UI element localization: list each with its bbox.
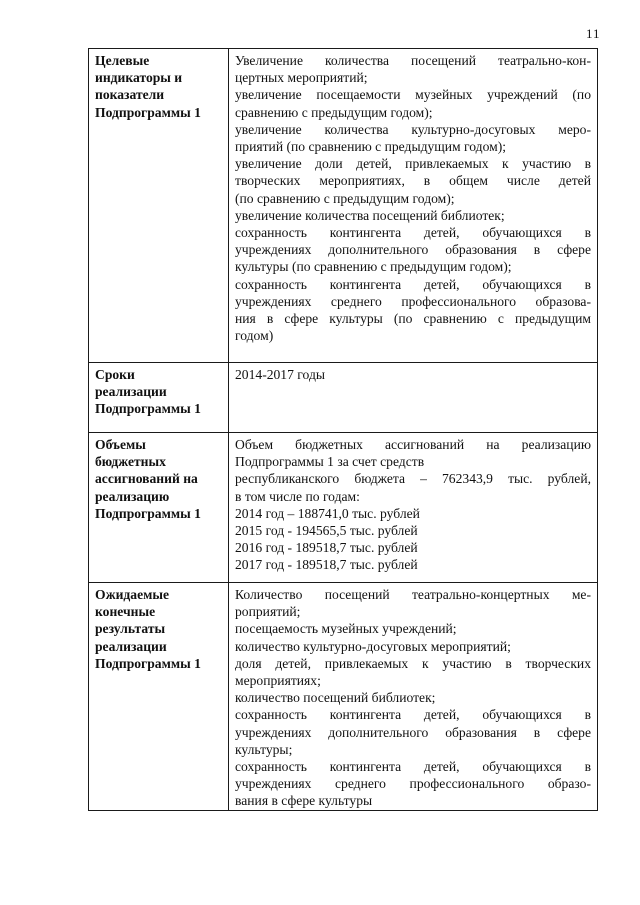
content-cell-results bbox=[229, 583, 598, 811]
content-text-line: творческих мероприятиях, в общем числе детей bbox=[235, 173, 591, 189]
content-text-line: культуры (по сравнению с предыдущим годом); bbox=[235, 259, 512, 275]
label-cell-results bbox=[89, 583, 229, 811]
row-label-line: Сроки bbox=[95, 367, 135, 382]
row-label-line: реализации bbox=[95, 384, 167, 400]
content-text-line: доля детей, привлекаемых к участию в творческих bbox=[235, 655, 591, 671]
content-cell-terms bbox=[229, 363, 598, 433]
content-text-line: 2016 год - 189518,7 тыс. рублей bbox=[235, 540, 418, 556]
content-text-line: увеличение доли детей, привлекаемых к участию в bbox=[235, 156, 591, 172]
row-label-line: ассигнований на bbox=[95, 471, 198, 487]
content-text-line: количество посещений библиотек; bbox=[235, 690, 436, 706]
content-text-line: (по сравнению с предыдущим годом); bbox=[235, 190, 455, 206]
content-text-line: учреждениях дополнительного образования в сфере bbox=[235, 724, 591, 740]
label-cell-indicators bbox=[89, 49, 229, 363]
content-text-line: цертных мероприятий; bbox=[235, 70, 368, 86]
content-text-line: Подпрограммы 1 за счет средств bbox=[235, 454, 425, 470]
table-row-results bbox=[89, 583, 598, 811]
content-text-line: сохранность контингента детей, обучающихся в bbox=[235, 276, 591, 292]
content-text-line: учреждениях среднего профессионального образова- bbox=[235, 293, 591, 309]
content-text-line: в том числе по годам: bbox=[235, 488, 360, 504]
table-row-terms bbox=[89, 363, 598, 433]
row-label-line: Подпрограммы 1 bbox=[95, 104, 201, 120]
content-text-line: Количество посещений театрально-концертных ме- bbox=[235, 587, 591, 602]
subprogram-passport-table bbox=[88, 48, 598, 811]
row-label-line: реализацию bbox=[95, 488, 170, 504]
content-text-line: годом) bbox=[235, 328, 274, 344]
content-text-line: сохранность контингента детей, обучающихся в bbox=[235, 759, 591, 775]
content-text-line: Увеличение количества посещений театрально-кон- bbox=[235, 53, 591, 68]
content-text-line: сохранность контингента детей, обучающихся в bbox=[235, 225, 591, 241]
row-label-line: Подпрограммы 1 bbox=[95, 401, 201, 417]
content-text-line: количество культурно-досуговых мероприятий; bbox=[235, 638, 511, 654]
row-label-line: показатели bbox=[95, 87, 165, 103]
row-label-line: индикаторы и bbox=[95, 70, 183, 86]
row-label-line: Подпрограммы 1 bbox=[95, 655, 201, 671]
content-text-line: республиканского бюджета – 762343,9 тыс. рублей, bbox=[235, 471, 591, 487]
row-label-line: Целевые bbox=[95, 53, 150, 68]
content-text-line: посещаемость музейных учреждений; bbox=[235, 621, 457, 637]
content-text-line: 2014 год – 188741,0 тыс. рублей bbox=[235, 505, 420, 521]
content-cell-indicators bbox=[229, 49, 598, 363]
table-row-indicators bbox=[89, 49, 598, 363]
row-label-line: Ожидаемые bbox=[95, 587, 170, 602]
content-text-line: увеличение количества посещений библиотек; bbox=[235, 207, 505, 223]
content-text-line: приятий (по сравнению с предыдущим годом); bbox=[235, 139, 507, 155]
content-text-line: роприятий; bbox=[235, 604, 301, 620]
page-number: 11 bbox=[586, 26, 601, 41]
row-label-line: результаты bbox=[95, 621, 166, 637]
label-cell-terms bbox=[89, 363, 229, 433]
row-label-line: конечные bbox=[95, 604, 156, 620]
content-text-line: вания в сфере культуры bbox=[235, 793, 373, 809]
content-text-line: учреждениях среднего профессионального образо- bbox=[235, 776, 591, 792]
content-text-line: сохранность контингента детей, обучающихся в bbox=[235, 707, 591, 723]
content-cell-budget bbox=[229, 433, 598, 583]
table-row-budget bbox=[89, 433, 598, 583]
content-text-line: увеличение посещаемости музейных учреждений (по bbox=[235, 87, 591, 103]
content-text-line: учреждениях дополнительного образования в сфере bbox=[235, 242, 591, 258]
content-text-line: мероприятиях; bbox=[235, 673, 321, 689]
row-label-line: бюджетных bbox=[95, 454, 166, 470]
row-label-line: реализации bbox=[95, 638, 167, 654]
content-text-line: культуры; bbox=[235, 741, 293, 757]
content-text-line: Объем бюджетных ассигнований на реализацию bbox=[235, 437, 591, 452]
row-label-line: Подпрограммы 1 bbox=[95, 505, 201, 521]
row-label-line: Объемы bbox=[95, 437, 146, 452]
content-text-line: увеличение количества культурно-досуговых меро- bbox=[235, 121, 591, 137]
content-text-line: 2017 год - 189518,7 тыс. рублей bbox=[235, 557, 418, 573]
content-text-line: 2015 год - 194565,5 тыс. рублей bbox=[235, 523, 418, 539]
content-text-line: сравнению с предыдущим годом); bbox=[235, 104, 433, 120]
content-text-line: 2014-2017 годы bbox=[235, 367, 325, 382]
content-text-line: ния в сфере культуры (по сравнению с предыдущим bbox=[235, 311, 591, 327]
label-cell-budget bbox=[89, 433, 229, 583]
